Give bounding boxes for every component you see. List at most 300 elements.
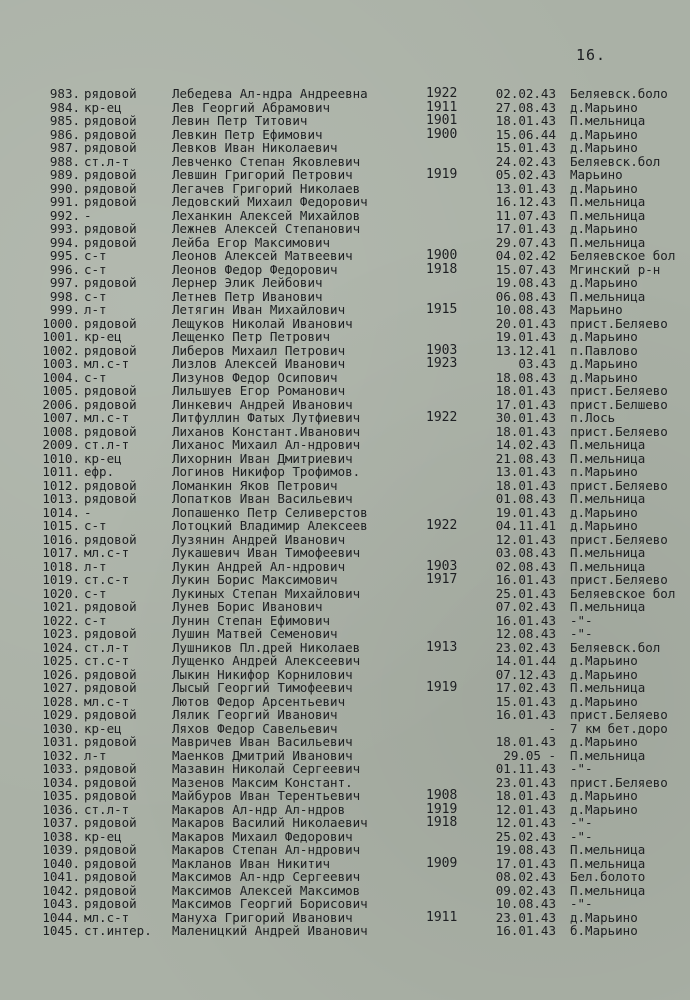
record-rank: рядовой [84,396,137,412]
record-rank: кр-ец [84,720,122,736]
record-place: -"- [570,626,593,641]
record-birth-year: 1913 [426,639,458,655]
record-number: 1037. [42,815,80,830]
record-date: 18.01.43 [495,788,556,803]
record-row [0,155,690,169]
record-name: Левченко Степан Яковлевич [172,153,361,169]
record-place: д.Марьино [570,504,638,520]
record-number: 985. [49,113,80,128]
record-place: прист.Беляево [570,423,668,439]
record-date: 16.01.43 [495,612,556,628]
record-number: 1032. [42,747,80,763]
record-place: Беляевск.бол [570,639,661,655]
record-name: Лежнев Алексей Степанович [172,221,361,236]
record-date: 07.02.43 [495,599,556,614]
record-name: Ляхов Федор Савельевич [172,720,338,736]
record-rank: рядовой [84,315,137,331]
record-name: Макаров Ал-ндр Ал-ндров [172,801,346,817]
record-name: Лунев Борис Иванович [172,599,323,614]
record-place: д.Марьино [570,666,638,682]
record-row [0,695,690,709]
record-place: Бел.болото [570,869,646,884]
record-rank: рядовой [84,896,137,911]
record-number: 1010. [42,450,80,466]
record-number: 1021. [42,599,80,614]
record-date: 03.08.43 [495,545,556,560]
record-name: Лильшуев Егор Романович [172,383,346,398]
record-number: 2006. [42,396,80,412]
record-rank: рядовой [84,869,137,884]
record-date: 21.08.43 [495,450,556,466]
record-place: П.мельница [570,882,646,898]
record-rank: рядовой [84,599,137,614]
record-number: 1041. [42,869,80,884]
record-row [0,236,690,250]
record-rank: ст.л-т [84,437,130,452]
record-number: 989. [49,167,80,182]
record-number: 1018. [42,558,80,574]
record-row [0,384,690,398]
record-rank: кр-ец [84,99,122,115]
record-number: 1034. [42,774,80,790]
record-birth-year: 1923 [426,356,458,371]
record-number: 1015. [42,518,80,533]
record-rank: рядовой [84,666,137,682]
record-rank: рядовой [84,491,137,506]
record-rank: рядовой [84,383,137,398]
record-name: Лущенко Андрей Алексеевич [172,653,361,668]
record-rank: рядовой [84,477,137,493]
record-place: п.Марьино [570,464,638,479]
record-row [0,303,690,317]
record-row [0,479,690,493]
record-row [0,654,690,668]
record-rank: л-т [84,558,107,574]
record-number: 1003. [42,356,80,371]
record-name: Лиханос Михаил Ал-ндрович [172,437,361,452]
record-name: Лушников Пл.дрей Николаев [172,639,361,655]
record-name: Левин Петр Титович [172,113,308,128]
record-rank: л-т [84,302,107,317]
record-place: П.мельница [570,113,646,128]
record-number: 1036. [42,801,80,817]
record-number: 1014. [42,504,80,520]
record-date: 23.02.43 [495,639,556,655]
record-row [0,141,690,155]
record-date: 10.08.43 [495,896,556,911]
record-name: Лев Георгий Абрамович [172,99,331,115]
record-date: 17.01.43 [495,855,556,871]
record-number: 2009. [42,437,80,452]
record-name: Максимов Алексей Максимов [172,882,361,898]
record-birth-year: 1908 [426,788,458,803]
record-place: д.Марьино [570,126,638,142]
record-rank: рядовой [84,342,137,358]
record-place: п.Лось [570,410,616,425]
record-rank: мл.с-т [84,693,130,709]
record-rank: рядовой [84,774,137,790]
record-name: Либеров Михаил Петрович [172,342,346,358]
record-place: прист.Беляево [570,531,668,547]
record-number: 1000. [42,315,80,331]
record-date: 19.01.43 [495,329,556,344]
record-name: Леонов Алексей Матвеевич [172,248,353,263]
record-row [0,128,690,142]
record-number: 1044. [42,909,80,925]
record-place: д.Марьино [570,180,638,196]
record-name: Лукин Борис Максимович [172,572,338,587]
record-name: Лопатков Иван Васильевич [172,491,353,506]
record-name: Лещенко Петр Петрович [172,329,331,344]
record-date: 27.08.43 [495,99,556,115]
record-row [0,357,690,371]
record-number: 1023. [42,626,80,641]
record-name: Лушин Матвей Семенович [172,626,338,641]
record-number: 1030. [42,720,80,736]
record-name: Лизлов Алексей Иванович [172,356,346,371]
record-rank: рядовой [84,882,137,898]
record-date: 11.07.43 [495,207,556,223]
record-place: прист.Беляево [570,707,668,722]
record-place: П.мельница [570,599,646,614]
record-number: 1002. [42,342,80,358]
record-rank: кр-ец [84,329,122,344]
record-date: 17.01.43 [495,221,556,236]
record-place: П.мельница [570,234,646,250]
record-place: д.Марьино [570,329,638,344]
record-row [0,600,690,614]
record-number: 1011. [42,464,80,479]
record-number: 990. [49,180,80,196]
record-place: -"- [570,828,593,844]
record-name: Макланов Иван Никитич [172,855,331,871]
record-number: 1022. [42,612,80,628]
record-name: Ломанкин Яков Петрович [172,477,338,493]
record-row [0,168,690,182]
record-number: 1026. [42,666,80,682]
record-rank: с-т [84,518,107,533]
record-date: 18.01.43 [495,477,556,493]
record-place: П.мельница [570,491,646,506]
record-row [0,452,690,466]
record-row [0,195,690,209]
record-row [0,519,690,533]
record-date: 18.01.43 [495,423,556,439]
record-row [0,546,690,560]
record-row [0,87,690,101]
record-place: д.Марьино [570,275,638,290]
record-place: д.Марьино [570,801,638,817]
record-name: Леханкин Алексей Михайлов [172,207,361,223]
record-name: Мазенов Максим Констант. [172,774,353,790]
record-place: д.Марьино [570,221,638,236]
record-rank: рядовой [84,180,137,196]
record-row [0,114,690,128]
record-date: 18.01.43 [495,113,556,128]
record-birth-year: 1918 [426,261,458,277]
record-rank: рядовой [84,86,137,101]
record-date: - [548,720,556,736]
record-place: п.Павлово [570,342,638,358]
record-number: 984. [49,99,80,115]
record-place: П.мельница [570,558,646,574]
record-rank: рядовой [84,815,137,830]
record-date: 23.01.43 [495,909,556,925]
record-number: 999. [49,302,80,317]
record-place: д.Марьино [570,693,638,709]
record-place: П.мельница [570,450,646,466]
record-name: Лернер Элик Лейбович [172,275,323,290]
record-number: 1007. [42,410,80,425]
record-rank: с-т [84,612,107,628]
record-number: 1031. [42,734,80,749]
record-date: 03.43 [518,356,556,371]
record-name: Лещуков Николай Иванович [172,315,353,331]
record-birth-year: 1919 [426,680,458,695]
record-rank: рядовой [84,734,137,749]
record-date: 19.08.43 [495,275,556,290]
record-row [0,330,690,344]
record-date: 23.01.43 [495,774,556,790]
record-name: Логинов Никифор Трофимов. [172,464,361,479]
record-rank: ст.интер. [84,923,152,938]
record-rank: кр-ец [84,828,122,844]
record-date: 20.01.43 [495,315,556,331]
record-place: прист.Беляево [570,477,668,493]
record-place: д.Марьино [570,369,638,385]
record-date: 01.11.43 [495,761,556,776]
record-row [0,290,690,304]
record-date: 18.01.43 [495,734,556,749]
record-number: 1029. [42,707,80,722]
record-place: д.Марьино [570,99,638,115]
record-date: 17.01.43 [495,396,556,412]
record-name: Лунин Степан Ефимович [172,612,331,628]
record-row [0,533,690,547]
record-number: 1025. [42,653,80,668]
record-place: прист.Беляево [570,315,668,331]
record-place: Беляевск.бол [570,153,661,169]
record-date: 19.01.43 [495,504,556,520]
record-birth-year: 1917 [426,572,458,587]
record-row [0,371,690,385]
record-place: -"- [570,761,593,776]
record-birth-year: 1922 [426,518,458,533]
record-place: д.Марьино [570,653,638,668]
record-date: 13.01.43 [495,464,556,479]
record-rank: рядовой [84,140,137,155]
record-row [0,398,690,412]
record-row [0,870,690,884]
record-date: 29.07.43 [495,234,556,250]
record-place: -"- [570,815,593,830]
record-rank: рядовой [84,531,137,547]
record-number: 1005. [42,383,80,398]
record-place: -"- [570,896,593,911]
record-place: Марьино [570,167,623,182]
record-rank: рядовой [84,842,137,857]
record-birth-year: 1909 [426,855,458,871]
record-name: Левков Иван Николаевич [172,140,338,155]
record-name: Лукиных Степан Михайлович [172,585,361,601]
record-place: -"- [570,612,593,628]
record-place: прист.Беляево [570,572,668,587]
record-date: 04.11.41 [495,518,556,533]
record-name: Мавричев Иван Васильевич [172,734,353,749]
record-row [0,263,690,277]
record-date: 15.07.43 [495,261,556,277]
record-birth-year: 1918 [426,815,458,830]
record-place: д.Марьино [570,518,638,533]
record-row [0,641,690,655]
record-number: 996. [49,261,80,277]
record-row [0,884,690,898]
record-rank: - [84,207,92,223]
record-date: 15.01.43 [495,693,556,709]
record-row [0,722,690,736]
record-row [0,681,690,695]
record-rank: с-т [84,585,107,601]
record-number: 988. [49,153,80,169]
record-rank: ст.с-т [84,572,130,587]
record-rank: л-т [84,747,107,763]
record-rank: ст.с-т [84,653,130,668]
record-row [0,803,690,817]
record-name: Макаров Степан Ал-ндрович [172,842,361,857]
record-rank: с-т [84,369,107,385]
record-date: 12.01.43 [495,815,556,830]
record-date: 14.01.44 [495,653,556,668]
record-number: 1043. [42,896,80,911]
record-name: Лопашенко Петр Селиверстов [172,504,368,520]
record-name: Лютов Федор Арсентьевич [172,693,346,709]
record-rank: рядовой [84,275,137,290]
record-number: 1039. [42,842,80,857]
record-row [0,344,690,358]
record-name: Лузянин Андрей Иванович [172,531,346,547]
record-row [0,614,690,628]
record-rank: ефр. [84,464,115,479]
record-row [0,560,690,574]
record-rank: рядовой [84,113,137,128]
record-number: 1027. [42,680,80,695]
record-name: Летягин Иван Михайлович [172,302,346,317]
record-date: 25.01.43 [495,585,556,601]
record-number: 991. [49,194,80,209]
record-row [0,222,690,236]
record-date: 16.01.43 [495,707,556,722]
record-rank: мл.с-т [84,909,130,925]
record-place: б.Марьино [570,923,638,938]
record-row [0,465,690,479]
record-number: 1013. [42,491,80,506]
record-row [0,816,690,830]
record-name: Лизунов Федор Осипович [172,369,338,385]
record-name: Мазавин Николай Сергеевич [172,761,361,776]
page-number: 16. [576,46,607,64]
record-number: 995. [49,248,80,263]
record-number: 1017. [42,545,80,560]
record-date: 08.02.43 [495,869,556,884]
record-date: 24.02.43 [495,153,556,169]
record-place: П.мельница [570,288,646,304]
record-number: 1012. [42,477,80,493]
record-date: 04.02.42 [495,248,556,263]
record-rank: рядовой [84,423,137,439]
record-rank: ст.л-т [84,639,130,655]
record-name: Литфуллин Фатых Лутфиевич [172,410,361,425]
record-date: 15.01.43 [495,140,556,155]
record-place: д.Марьино [570,734,638,749]
record-date: 12.01.43 [495,531,556,547]
record-name: Ледовский Михаил Федорович [172,194,368,209]
record-date: 15.06.44 [495,126,556,142]
record-row [0,438,690,452]
record-date: 17.02.43 [495,680,556,695]
record-birth-year: 1919 [426,167,458,182]
record-name: Лялик Георгий Иванович [172,707,338,722]
record-row [0,425,690,439]
record-row [0,749,690,763]
record-name: Маенков Дмитрий Иванович [172,747,353,763]
record-place: П.мельница [570,680,646,695]
record-date: 13.01.43 [495,180,556,196]
record-date: 18.08.43 [495,369,556,385]
record-rank: мл.с-т [84,545,130,560]
record-place: д.Марьино [570,356,638,371]
record-birth-year: 1922 [426,86,458,101]
record-name: Максимов Георгий Борисович [172,896,368,911]
record-date: 02.02.43 [495,86,556,101]
record-row [0,573,690,587]
record-row [0,843,690,857]
record-place: П.мельница [570,437,646,452]
record-rank: рядовой [84,855,137,871]
record-date: 01.08.43 [495,491,556,506]
record-place: Беляевское бол [570,585,676,601]
record-place: П.мельница [570,855,646,871]
record-row [0,735,690,749]
record-name: Маленицкий Андрей Иванович [172,923,368,938]
record-row [0,317,690,331]
record-row [0,627,690,641]
record-number: 992. [49,207,80,223]
record-birth-year: 1922 [426,410,458,425]
record-name: Лукин Андрей Ал-ндрович [172,558,346,574]
record-number: 1042. [42,882,80,898]
record-rank: мл.с-т [84,356,130,371]
record-rank: рядовой [84,234,137,250]
record-number: 994. [49,234,80,250]
record-birth-year: 1903 [426,342,458,358]
record-name: Лыкин Никифор Корнилович [172,666,353,682]
record-birth-year: 1911 [426,909,458,925]
record-name: Макаров Михаил Федорович [172,828,353,844]
record-number: 997. [49,275,80,290]
record-number: 1035. [42,788,80,803]
record-date: 12.01.43 [495,801,556,817]
record-place: д.Марьино [570,909,638,925]
record-rank: с-т [84,288,107,304]
record-number: 998. [49,288,80,304]
record-number: 987. [49,140,80,155]
record-name: Максимов Ал-ндр Сергеевич [172,869,361,884]
record-rank: с-т [84,248,107,263]
record-date: 16.01.43 [495,572,556,587]
record-date: 25.02.43 [495,828,556,844]
record-date: 02.08.43 [495,558,556,574]
record-place: П.мельница [570,842,646,857]
